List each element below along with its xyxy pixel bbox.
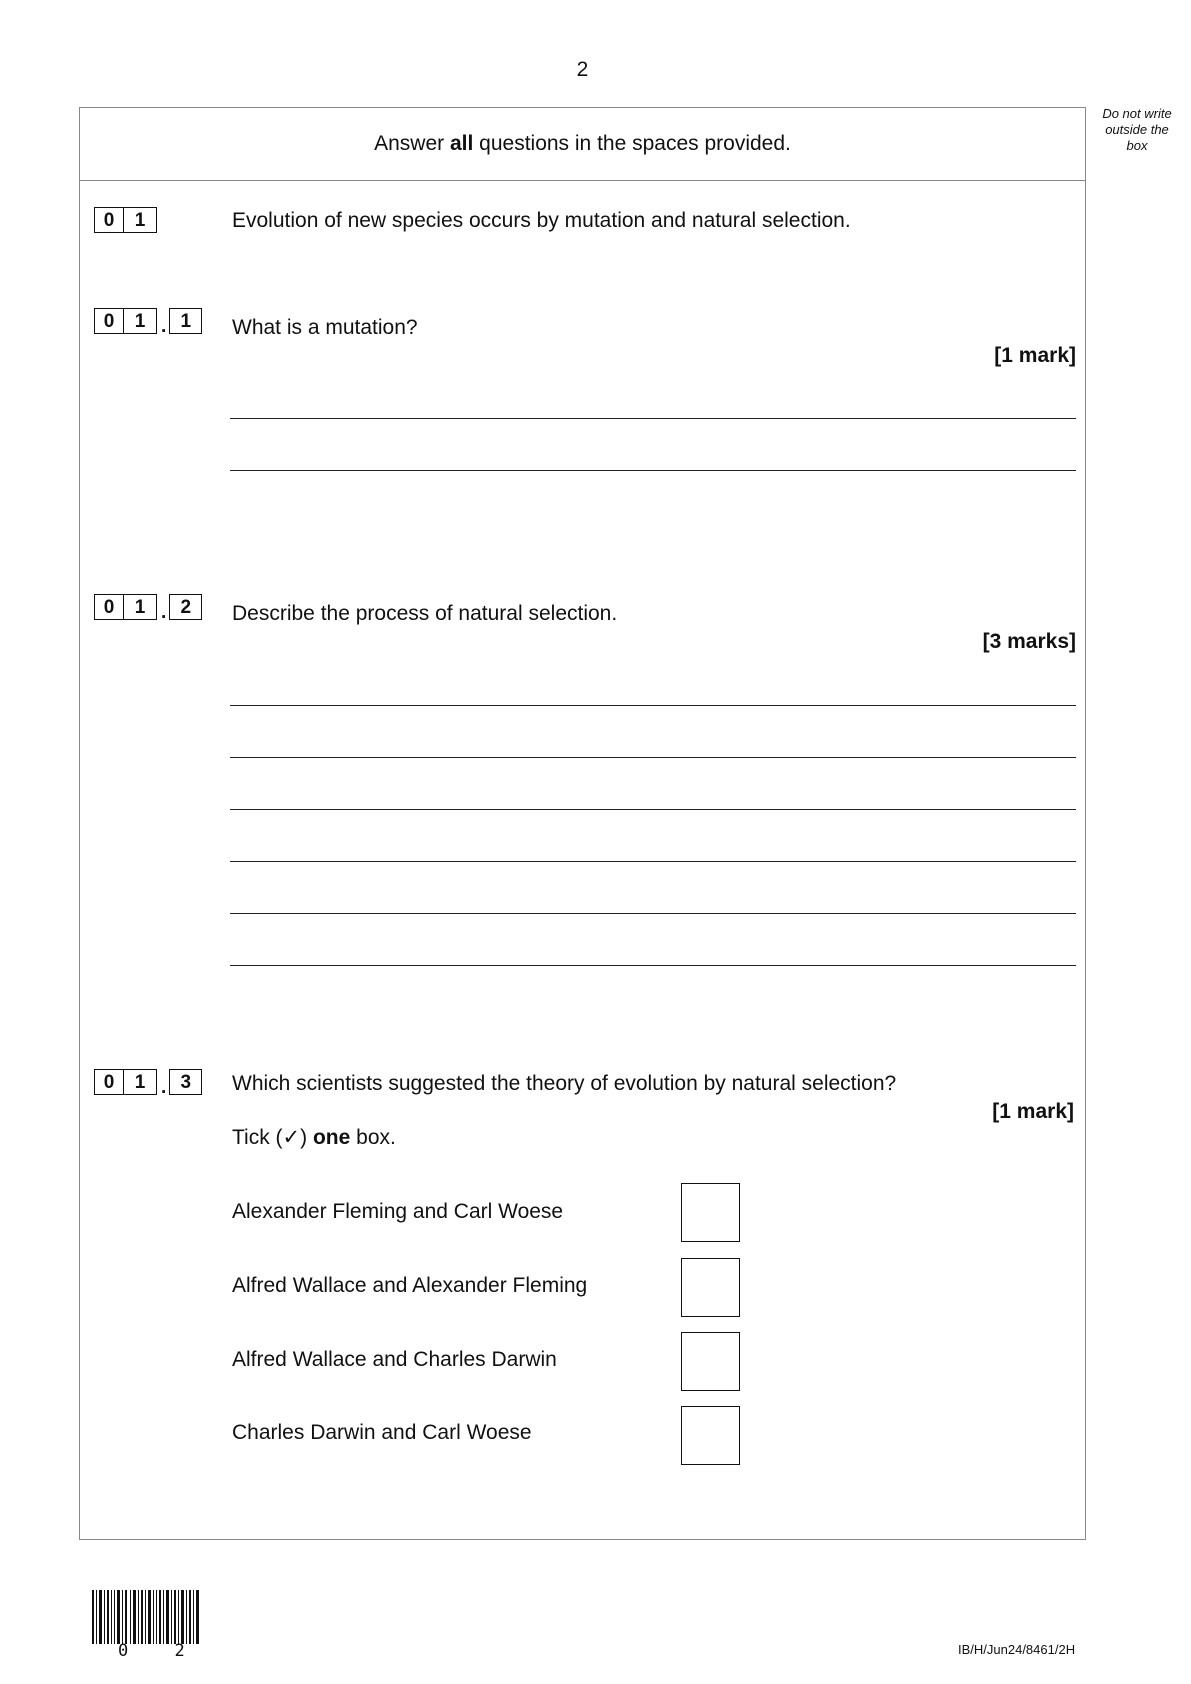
tick-instruction-text: Tick (✓) xyxy=(232,1126,313,1149)
instruction-emphasis: all xyxy=(449,132,474,155)
tick-instruction xyxy=(232,1125,396,1150)
question-digit: 1 xyxy=(124,308,157,334)
answer-line[interactable] xyxy=(230,705,1076,706)
answer-line[interactable] xyxy=(230,809,1076,810)
paper-reference: IB/H/Jun24/8461/2H xyxy=(958,1642,1076,1657)
question-sub-digit: 2 xyxy=(169,594,202,620)
question-digit: 0 xyxy=(94,594,124,620)
question-digit: 0 xyxy=(94,1069,124,1095)
answer-frame xyxy=(79,107,1086,1540)
header-divider xyxy=(79,180,1086,181)
question-number-01-3 xyxy=(94,1069,202,1098)
tick-box-option-2[interactable] xyxy=(681,1258,740,1317)
question-sub-digit: 1 xyxy=(169,308,202,334)
option-label: Alfred Wallace and Alexander Fleming xyxy=(232,1274,588,1297)
answer-line[interactable] xyxy=(230,470,1076,471)
question-dot: . xyxy=(161,316,167,337)
margin-note xyxy=(1088,106,1186,154)
instruction-text: Answer xyxy=(374,132,450,155)
tick-instruction-emphasis: one xyxy=(312,1126,351,1149)
option-label: Alfred Wallace and Charles Darwin xyxy=(232,1348,557,1371)
barcode-digits: 0 2 xyxy=(118,1641,203,1661)
question-01-1-text: What is a mutation? xyxy=(232,316,418,339)
question-digit: 0 xyxy=(94,207,124,233)
margin-note-line: outside the xyxy=(1105,122,1169,137)
question-number-01 xyxy=(94,207,157,233)
question-01-text: Evolution of new species occurs by mutation and natural selection. xyxy=(232,209,851,232)
tick-box-option-3[interactable] xyxy=(681,1332,740,1391)
question-digit: 0 xyxy=(94,308,124,334)
tick-box-option-4[interactable] xyxy=(681,1406,740,1465)
question-digit: 1 xyxy=(124,207,157,233)
answer-line[interactable] xyxy=(230,418,1076,419)
question-01-2-text: Describe the process of natural selection. xyxy=(232,602,618,625)
answer-line[interactable] xyxy=(230,965,1076,966)
question-dot: . xyxy=(161,1077,167,1098)
marks-01-3: [1 mark] xyxy=(992,1100,1074,1123)
page-number: 2 xyxy=(576,58,589,81)
question-dot: . xyxy=(161,602,167,623)
answer-line[interactable] xyxy=(230,913,1076,914)
question-number-01-1 xyxy=(94,308,202,337)
tick-instruction-text: box. xyxy=(350,1126,396,1149)
option-label: Charles Darwin and Carl Woese xyxy=(232,1421,532,1444)
tick-box-option-1[interactable] xyxy=(681,1183,740,1242)
question-digit: 1 xyxy=(124,594,157,620)
instruction-text: questions in the spaces provided. xyxy=(473,132,791,155)
barcode-image xyxy=(92,1590,200,1644)
question-sub-digit: 3 xyxy=(169,1069,202,1095)
question-number-01-2 xyxy=(94,594,202,623)
question-01-3-text: Which scientists suggested the theory of evolution by natural selection? xyxy=(232,1072,897,1095)
answer-line[interactable] xyxy=(230,757,1076,758)
margin-note-line: Do not write xyxy=(1102,106,1172,121)
question-digit: 1 xyxy=(124,1069,157,1095)
marks-01-2: [3 marks] xyxy=(982,630,1076,653)
option-label: Alexander Fleming and Carl Woese xyxy=(232,1200,564,1223)
margin-note-line: box xyxy=(1126,138,1148,153)
answer-line[interactable] xyxy=(230,861,1076,862)
marks-01-1: [1 mark] xyxy=(994,344,1076,367)
instructions xyxy=(79,132,1086,156)
